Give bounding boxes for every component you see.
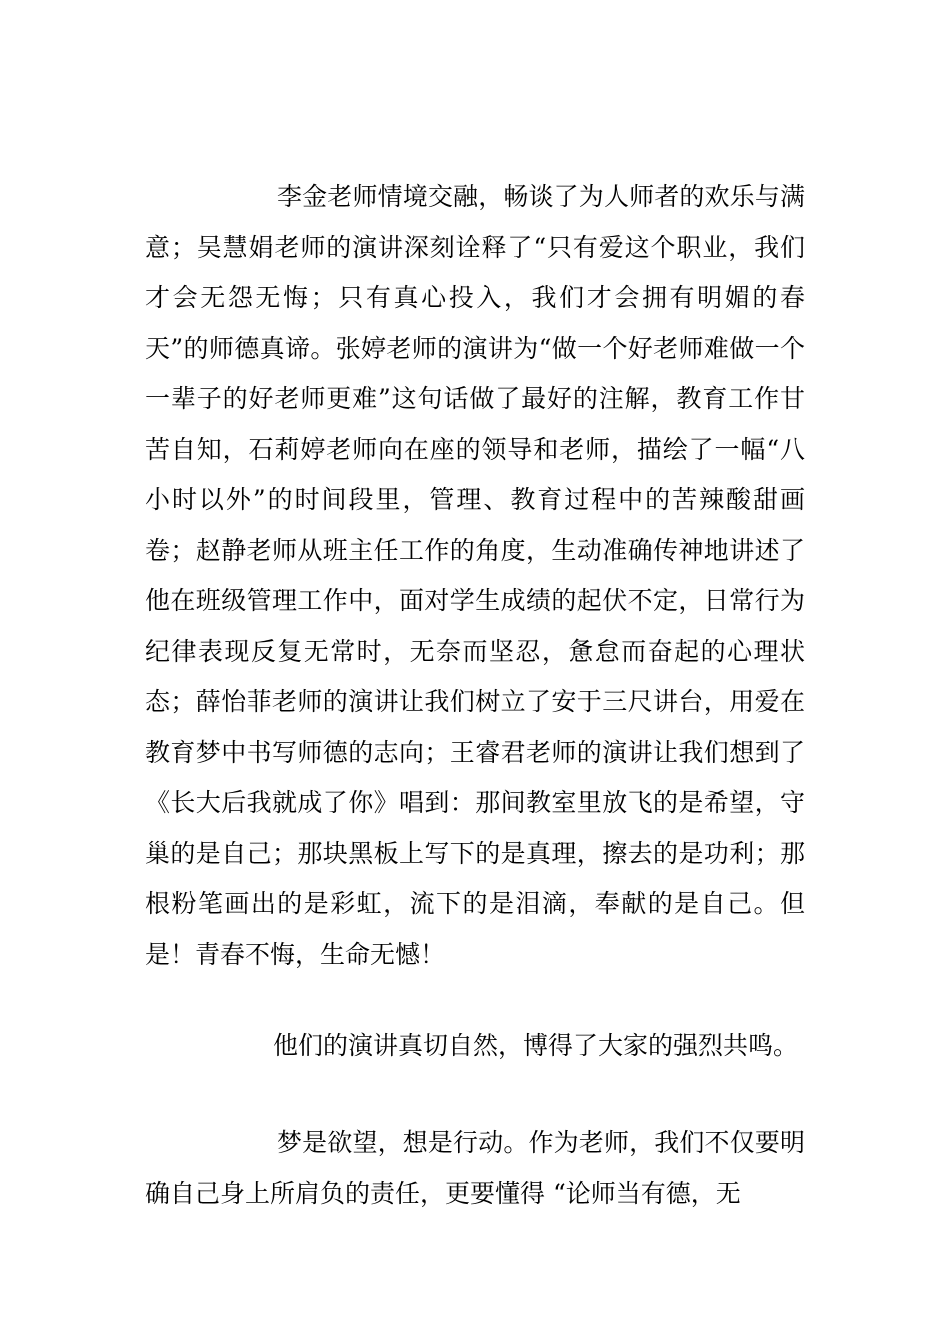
paragraph-speeches: 李金老师情境交融，畅谈了为人师者的欢乐与满意；吴慧娟老师的演讲深刻诠释了“只有爱这个职业，我们才会无怨无悔；只有真心投入，我们才会拥有明媚的春天”的师德真谛。张婷老师的演讲为“做一个好老师难做一个一辈子的好老师更难”这句话做了最好的注解，教育工作甘苦自知，石莉婷老师向在座的领导和老师，描绘了一幅“八小时以外”的时间段里，管理、教育过程中的苦辣酸甜画卷；赵静老师从班主任工作的角度，生动准确传神地讲述了他在班级管理工作中，面对学生成绩的起伏不定，日常行为纪律表现反复无常时，无奈而坚忍，惫怠而奋起的心理状态；薛怡菲老师的演讲让我们树立了安于三尺讲台，用爱在教育梦中书写师德的志向；王睿君老师的演讲让我们想到了《长大后我就成了你》唱到：那间教室里放飞的是希望，守巢的是自己；那块黑板上写下的是真理，擦去的是功利；那根粉笔画出的是彩虹，流下的是泪滴，奉献的是自己。但是！青春不悔，生命无憾！ [145,182,805,969]
paragraph-dream: 梦是欲望，想是行动。作为老师，我们不仅要明确自己身上所肩负的责任，更要懂得 “论师当有德，无 [145,1128,805,1208]
paragraph-resonance: 他们的演讲真切自然，博得了大家的强烈共鸣。 [273,1031,799,1060]
